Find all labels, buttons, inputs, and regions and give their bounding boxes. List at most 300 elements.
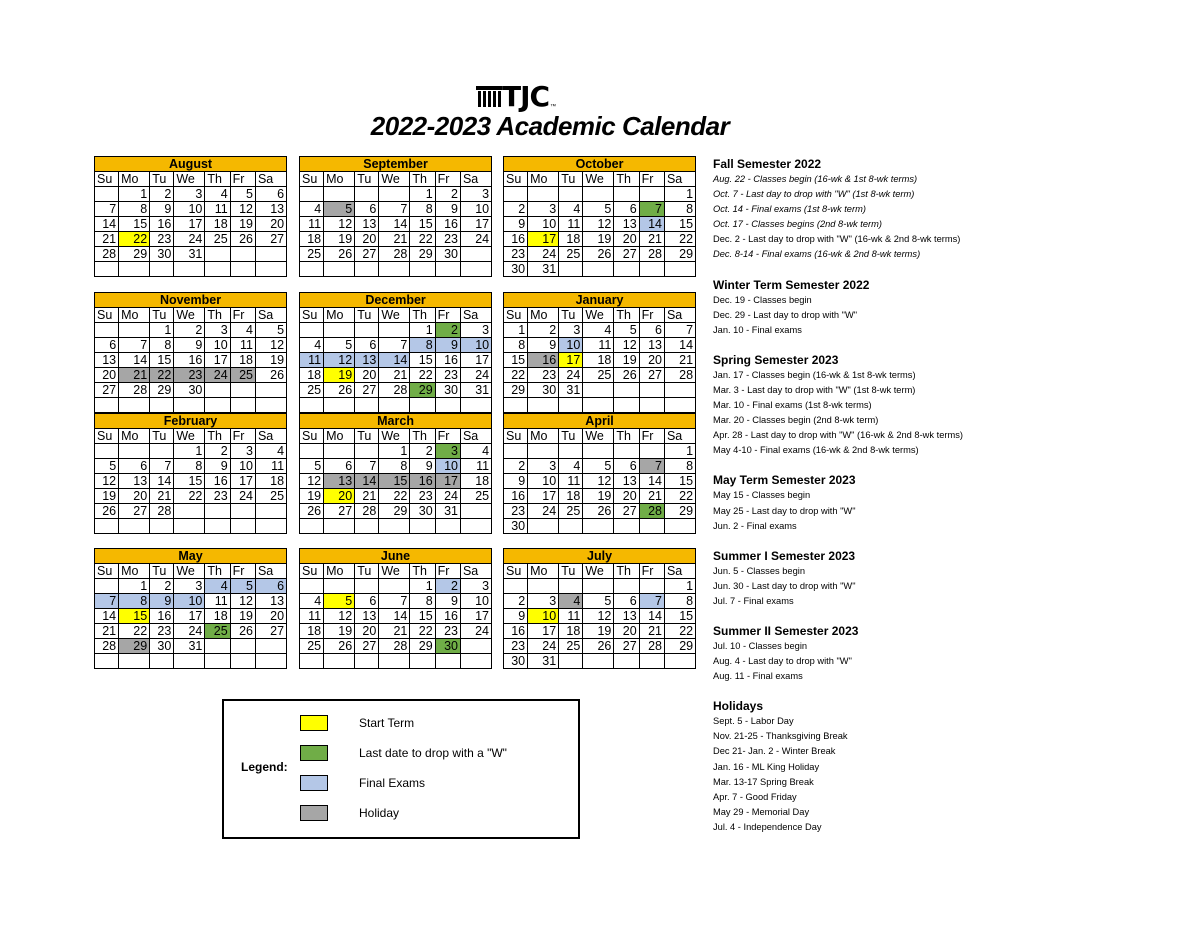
day-cell: 26 <box>583 504 614 519</box>
day-cell: 21 <box>379 232 410 247</box>
day-cell: 18 <box>300 232 324 247</box>
day-cell: 19 <box>230 609 255 624</box>
weekday-label: Fr <box>435 308 460 323</box>
day-cell: 21 <box>379 368 410 383</box>
empty-cell <box>255 383 286 398</box>
day-cell: 29 <box>504 383 528 398</box>
day-cell: 23 <box>504 639 528 654</box>
schedule-line: May 4-10 - Final exams (16-wk & 2nd 8-wk terms) <box>713 445 919 456</box>
day-cell: 30 <box>174 383 205 398</box>
day-cell: 4 <box>300 338 324 353</box>
day-cell: 29 <box>119 247 150 262</box>
day-cell: 4 <box>460 444 491 459</box>
day-cell: 18 <box>460 474 491 489</box>
empty-cell <box>583 187 614 202</box>
weekday-label: Fr <box>435 172 460 187</box>
empty-cell <box>410 519 435 534</box>
day-cell: 4 <box>559 594 583 609</box>
empty-cell <box>174 519 205 534</box>
day-cell: 13 <box>614 474 639 489</box>
day-cell: 28 <box>95 639 119 654</box>
day-cell: 2 <box>504 594 528 609</box>
day-cell: 9 <box>504 609 528 624</box>
day-cell: 3 <box>174 187 205 202</box>
month-august <box>94 156 287 277</box>
section-title: Winter Term Semester 2022 <box>713 277 870 292</box>
day-cell: 7 <box>119 338 150 353</box>
day-cell: 26 <box>95 504 119 519</box>
day-cell: 16 <box>150 609 174 624</box>
day-cell: 22 <box>119 232 150 247</box>
day-cell: 8 <box>379 459 410 474</box>
day-cell: 12 <box>324 609 355 624</box>
day-cell: 12 <box>255 338 286 353</box>
weekday-label: We <box>379 564 410 579</box>
empty-cell <box>205 398 230 413</box>
weekday-label: Mo <box>119 308 150 323</box>
day-cell: 10 <box>460 594 491 609</box>
schedule-line: Nov. 21-25 - Thanksgiving Break <box>713 731 848 742</box>
month-header: September <box>300 157 492 172</box>
empty-cell <box>300 187 324 202</box>
day-cell: 16 <box>504 489 528 504</box>
month-header: March <box>300 414 492 429</box>
empty-cell <box>504 579 528 594</box>
day-cell: 9 <box>435 594 460 609</box>
empty-cell <box>95 579 119 594</box>
day-cell: 11 <box>559 609 583 624</box>
weekday-label: Tu <box>150 172 174 187</box>
empty-cell <box>300 654 324 669</box>
day-cell: 21 <box>95 624 119 639</box>
weekday-label: Fr <box>639 308 664 323</box>
empty-cell <box>355 519 379 534</box>
day-cell: 18 <box>205 609 230 624</box>
day-cell: 9 <box>205 459 230 474</box>
day-cell: 18 <box>230 353 255 368</box>
empty-cell <box>528 579 559 594</box>
empty-cell <box>95 187 119 202</box>
day-cell: 25 <box>205 624 230 639</box>
day-cell: 25 <box>559 247 583 262</box>
month-april <box>503 413 696 534</box>
day-cell: 11 <box>255 459 286 474</box>
schedule-line: Mar. 13-17 Spring Break <box>713 776 814 787</box>
section-title: Spring Semester 2023 <box>713 352 839 367</box>
day-cell: 13 <box>639 338 664 353</box>
weekday-label: Su <box>504 564 528 579</box>
day-cell: 10 <box>528 474 559 489</box>
empty-cell <box>205 654 230 669</box>
schedule-line: Oct. 14 - Final exams (1st 8-wk term) <box>713 204 866 215</box>
weekday-label: Mo <box>119 429 150 444</box>
empty-cell <box>150 398 174 413</box>
day-cell: 27 <box>95 383 119 398</box>
day-cell: 6 <box>324 459 355 474</box>
day-cell: 12 <box>614 338 639 353</box>
day-cell: 26 <box>583 639 614 654</box>
weekday-label: Th <box>205 564 230 579</box>
empty-cell <box>664 398 695 413</box>
empty-cell <box>230 383 255 398</box>
empty-cell <box>174 504 205 519</box>
day-cell: 20 <box>614 624 639 639</box>
schedule-line: Sept. 5 - Labor Day <box>713 716 794 727</box>
day-cell: 31 <box>460 383 491 398</box>
day-cell: 9 <box>435 202 460 217</box>
day-cell: 8 <box>410 202 435 217</box>
day-cell: 10 <box>435 459 460 474</box>
day-cell: 5 <box>95 459 119 474</box>
day-cell: 5 <box>324 594 355 609</box>
day-cell: 27 <box>614 504 639 519</box>
day-cell: 9 <box>410 459 435 474</box>
weekday-label: Fr <box>639 172 664 187</box>
day-cell: 21 <box>639 489 664 504</box>
empty-cell <box>460 504 491 519</box>
weekday-label: Fr <box>230 564 255 579</box>
day-cell: 4 <box>205 579 230 594</box>
day-cell: 20 <box>119 489 150 504</box>
day-cell: 17 <box>528 489 559 504</box>
weekday-label: Mo <box>119 172 150 187</box>
day-cell: 26 <box>230 232 255 247</box>
empty-cell <box>174 262 205 277</box>
empty-cell <box>614 262 639 277</box>
empty-cell <box>300 398 324 413</box>
day-cell: 8 <box>410 594 435 609</box>
day-cell: 25 <box>255 489 286 504</box>
day-cell: 31 <box>174 247 205 262</box>
day-cell: 29 <box>410 639 435 654</box>
weekday-label: Mo <box>119 564 150 579</box>
day-cell: 29 <box>119 639 150 654</box>
empty-cell <box>614 654 639 669</box>
empty-cell <box>205 504 230 519</box>
schedule-line: Aug. 11 - Final exams <box>713 671 803 682</box>
day-cell: 16 <box>205 474 230 489</box>
day-cell: 10 <box>528 217 559 232</box>
day-cell: 14 <box>150 474 174 489</box>
empty-cell <box>95 323 119 338</box>
weekday-label: Mo <box>324 564 355 579</box>
month-header: January <box>504 293 696 308</box>
day-cell: 22 <box>410 232 435 247</box>
day-cell: 29 <box>379 504 410 519</box>
empty-cell <box>614 187 639 202</box>
schedule-line: Mar. 10 - Final exams (1st 8-wk terms) <box>713 400 872 411</box>
weekday-label: We <box>583 429 614 444</box>
empty-cell <box>639 579 664 594</box>
empty-cell <box>614 383 639 398</box>
day-cell: 5 <box>583 459 614 474</box>
day-cell: 27 <box>355 383 379 398</box>
day-cell: 23 <box>504 504 528 519</box>
day-cell: 6 <box>614 459 639 474</box>
weekday-label: Su <box>300 308 324 323</box>
empty-cell <box>614 398 639 413</box>
empty-cell <box>664 654 695 669</box>
weekday-label: Sa <box>460 429 491 444</box>
day-cell: 16 <box>150 217 174 232</box>
legend-box <box>222 699 580 839</box>
day-cell: 6 <box>255 187 286 202</box>
empty-cell <box>435 398 460 413</box>
section-title: Summer II Semester 2023 <box>713 623 859 638</box>
day-cell: 6 <box>119 459 150 474</box>
day-cell: 23 <box>410 489 435 504</box>
section-title: Fall Semester 2022 <box>713 157 822 171</box>
empty-cell <box>255 247 286 262</box>
empty-cell <box>379 323 410 338</box>
day-cell: 23 <box>528 368 559 383</box>
empty-cell <box>410 654 435 669</box>
day-cell: 27 <box>639 368 664 383</box>
day-cell: 14 <box>639 609 664 624</box>
day-cell: 14 <box>639 217 664 232</box>
month-june <box>299 548 492 669</box>
weekday-label: Sa <box>664 429 695 444</box>
schedule-line: Jan. 10 - Final exams <box>713 324 802 335</box>
day-cell: 5 <box>230 187 255 202</box>
weekday-label: Mo <box>324 308 355 323</box>
day-cell: 31 <box>528 262 559 277</box>
day-cell: 2 <box>435 323 460 338</box>
day-cell: 10 <box>460 338 491 353</box>
day-cell: 21 <box>664 353 695 368</box>
empty-cell <box>583 579 614 594</box>
weekday-label: Su <box>95 308 119 323</box>
empty-cell <box>324 262 355 277</box>
day-cell: 3 <box>174 579 205 594</box>
weekday-label: Th <box>205 172 230 187</box>
day-cell: 16 <box>435 353 460 368</box>
day-cell: 2 <box>150 187 174 202</box>
day-cell: 28 <box>664 368 695 383</box>
weekday-label: Th <box>205 429 230 444</box>
weekday-label: Su <box>95 172 119 187</box>
day-cell: 11 <box>559 217 583 232</box>
day-cell: 26 <box>614 368 639 383</box>
day-cell: 12 <box>95 474 119 489</box>
day-cell: 7 <box>379 202 410 217</box>
day-cell: 18 <box>205 217 230 232</box>
weekday-label: Mo <box>528 308 559 323</box>
weekday-label: Su <box>504 429 528 444</box>
schedule-line: Mar. 20 - Classes begin (2nd 8-wk term) <box>713 415 879 426</box>
day-cell: 5 <box>255 323 286 338</box>
day-cell: 6 <box>639 323 664 338</box>
empty-cell <box>230 504 255 519</box>
empty-cell <box>205 519 230 534</box>
day-cell: 4 <box>583 323 614 338</box>
empty-cell <box>119 444 150 459</box>
empty-cell <box>324 579 355 594</box>
day-cell: 19 <box>230 217 255 232</box>
legend-title: Legend: <box>241 760 288 774</box>
month-july <box>503 548 696 669</box>
day-cell: 27 <box>324 504 355 519</box>
empty-cell <box>230 519 255 534</box>
day-cell: 12 <box>324 353 355 368</box>
day-cell: 17 <box>559 353 583 368</box>
empty-cell <box>205 262 230 277</box>
schedule-line: Jul. 7 - Final exams <box>713 595 794 606</box>
weekday-label: Th <box>410 172 435 187</box>
empty-cell <box>95 262 119 277</box>
weekday-label: Sa <box>460 308 491 323</box>
day-cell: 20 <box>355 624 379 639</box>
day-cell: 16 <box>435 217 460 232</box>
weekday-label: Sa <box>664 172 695 187</box>
day-cell: 23 <box>205 489 230 504</box>
day-cell: 22 <box>504 368 528 383</box>
weekday-label: Fr <box>435 564 460 579</box>
empty-cell <box>639 519 664 534</box>
empty-cell <box>504 444 528 459</box>
day-cell: 24 <box>460 368 491 383</box>
day-cell: 24 <box>230 489 255 504</box>
weekday-label: Su <box>95 564 119 579</box>
day-cell: 7 <box>95 202 119 217</box>
empty-cell <box>255 639 286 654</box>
weekday-label: Mo <box>528 172 559 187</box>
empty-cell <box>324 654 355 669</box>
day-cell: 10 <box>205 338 230 353</box>
day-cell: 8 <box>119 202 150 217</box>
day-cell: 19 <box>583 489 614 504</box>
empty-cell <box>150 262 174 277</box>
day-cell: 5 <box>583 202 614 217</box>
day-cell: 25 <box>583 368 614 383</box>
day-cell: 12 <box>583 217 614 232</box>
logo-trademark: ™ <box>550 104 557 110</box>
empty-cell <box>460 247 491 262</box>
month-september <box>299 156 492 277</box>
day-cell: 21 <box>355 489 379 504</box>
day-cell: 20 <box>95 368 119 383</box>
day-cell: 30 <box>435 247 460 262</box>
day-cell: 9 <box>435 338 460 353</box>
day-cell: 3 <box>460 187 491 202</box>
day-cell: 9 <box>504 217 528 232</box>
day-cell: 17 <box>528 232 559 247</box>
day-cell: 20 <box>355 232 379 247</box>
day-cell: 24 <box>528 247 559 262</box>
weekday-label: Su <box>504 308 528 323</box>
day-cell: 5 <box>300 459 324 474</box>
day-cell: 14 <box>379 217 410 232</box>
day-cell: 30 <box>435 639 460 654</box>
weekday-label: We <box>174 429 205 444</box>
day-cell: 31 <box>174 639 205 654</box>
day-cell: 25 <box>300 247 324 262</box>
day-cell: 18 <box>559 624 583 639</box>
empty-cell <box>664 262 695 277</box>
day-cell: 18 <box>559 489 583 504</box>
empty-cell <box>639 654 664 669</box>
legend-label-drop: Last date to drop with a "W" <box>359 746 507 760</box>
day-cell: 9 <box>528 338 559 353</box>
weekday-label: Sa <box>255 172 286 187</box>
schedule-line: Jan. 16 - ML King Holiday <box>713 761 820 772</box>
day-cell: 14 <box>379 609 410 624</box>
empty-cell <box>95 654 119 669</box>
empty-cell <box>119 398 150 413</box>
day-cell: 24 <box>174 232 205 247</box>
day-cell: 13 <box>355 609 379 624</box>
day-cell: 11 <box>583 338 614 353</box>
day-cell: 8 <box>504 338 528 353</box>
day-cell: 24 <box>205 368 230 383</box>
day-cell: 29 <box>150 383 174 398</box>
day-cell: 25 <box>559 504 583 519</box>
day-cell: 21 <box>95 232 119 247</box>
day-cell: 5 <box>230 579 255 594</box>
empty-cell <box>460 639 491 654</box>
day-cell: 9 <box>150 594 174 609</box>
day-cell: 22 <box>664 232 695 247</box>
day-cell: 28 <box>355 504 379 519</box>
empty-cell <box>324 187 355 202</box>
day-cell: 28 <box>119 383 150 398</box>
day-cell: 4 <box>559 459 583 474</box>
empty-cell <box>95 519 119 534</box>
empty-cell <box>559 579 583 594</box>
day-cell: 24 <box>460 232 491 247</box>
schedule-line: May 25 - Last day to drop with "W" <box>713 505 856 516</box>
weekday-label: Sa <box>664 564 695 579</box>
schedule-line: Aug. 4 - Last day to drop with "W" <box>713 656 852 667</box>
empty-cell <box>230 398 255 413</box>
weekday-label: Th <box>410 429 435 444</box>
empty-cell <box>355 323 379 338</box>
day-cell: 15 <box>174 474 205 489</box>
weekday-label: We <box>174 308 205 323</box>
day-cell: 7 <box>379 594 410 609</box>
day-cell: 14 <box>379 353 410 368</box>
day-cell: 8 <box>410 338 435 353</box>
day-cell: 27 <box>255 232 286 247</box>
weekday-label: Tu <box>355 429 379 444</box>
day-cell: 19 <box>255 353 286 368</box>
day-cell: 1 <box>504 323 528 338</box>
day-cell: 12 <box>230 202 255 217</box>
empty-cell <box>583 398 614 413</box>
empty-cell <box>355 262 379 277</box>
weekday-label: Tu <box>355 564 379 579</box>
day-cell: 26 <box>583 247 614 262</box>
month-header: August <box>95 157 287 172</box>
day-cell: 28 <box>639 639 664 654</box>
day-cell: 10 <box>230 459 255 474</box>
day-cell: 3 <box>528 594 559 609</box>
empty-cell <box>583 262 614 277</box>
empty-cell <box>150 519 174 534</box>
day-cell: 8 <box>664 594 695 609</box>
day-cell: 17 <box>528 624 559 639</box>
day-cell: 26 <box>300 504 324 519</box>
day-cell: 6 <box>95 338 119 353</box>
month-header: June <box>300 549 492 564</box>
day-cell: 13 <box>614 217 639 232</box>
day-cell: 4 <box>559 202 583 217</box>
day-cell: 2 <box>205 444 230 459</box>
weekday-label: Sa <box>460 172 491 187</box>
empty-cell <box>205 383 230 398</box>
day-cell: 23 <box>435 232 460 247</box>
day-cell: 9 <box>150 202 174 217</box>
